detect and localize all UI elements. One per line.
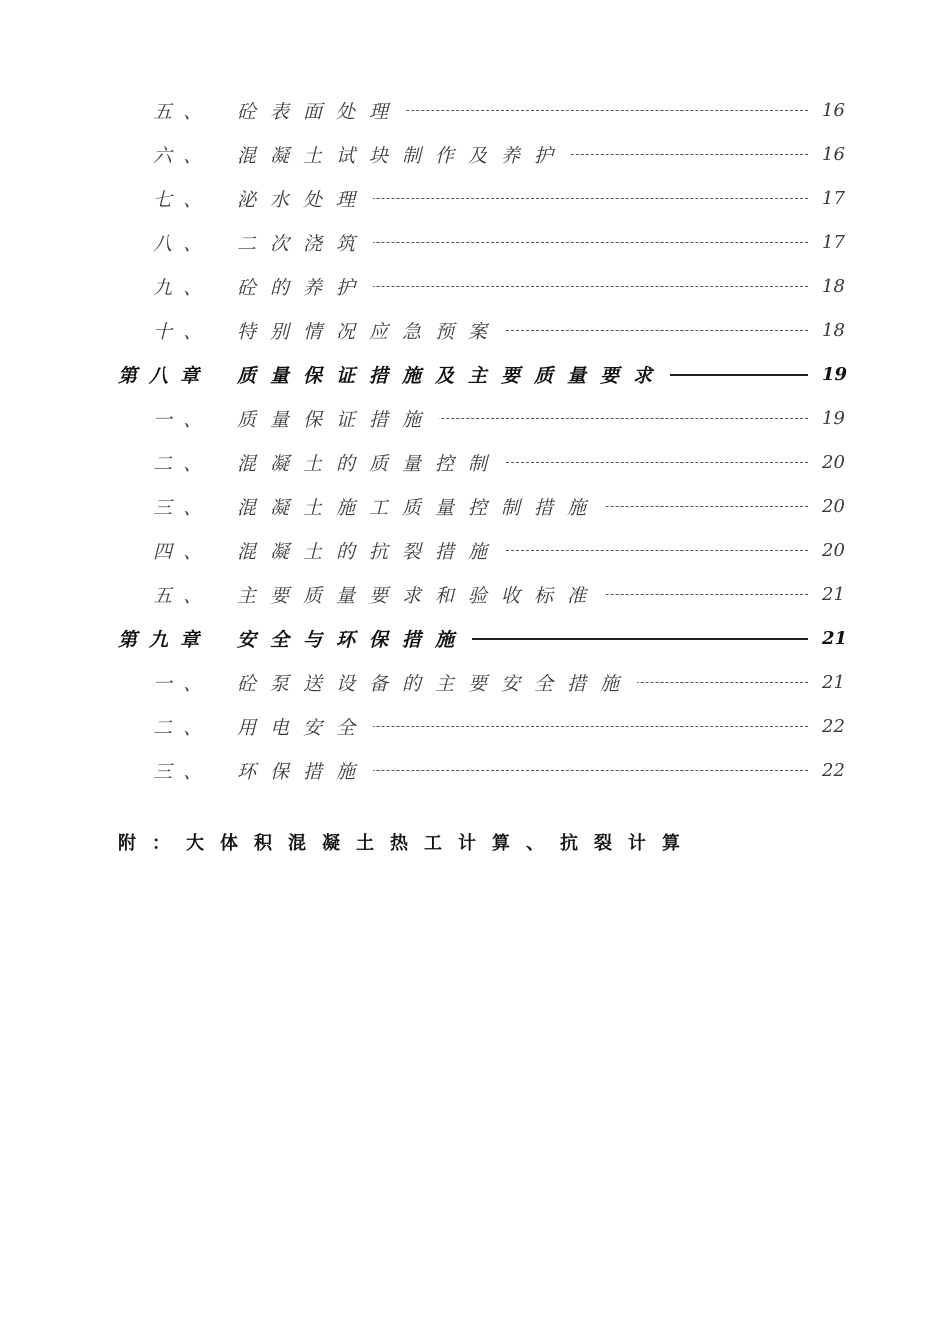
toc-entry-page: 18: [822, 319, 845, 341]
toc-entry-number: 九、: [153, 276, 214, 299]
toc-entry-number: 四、: [153, 540, 214, 563]
toc-entry[interactable]: [0, 396, 950, 440]
toc-entry-page: 17: [822, 231, 845, 253]
toc-entry[interactable]: [0, 132, 950, 176]
toc-chapter-number: 第九章: [118, 628, 212, 651]
toc-entry[interactable]: [0, 748, 950, 792]
toc-entry[interactable]: [0, 572, 950, 616]
toc-entry[interactable]: [0, 484, 950, 528]
toc-entry-page: 20: [822, 539, 845, 561]
table-of-contents: [0, 88, 950, 792]
toc-chapter-title: 质量保证措施及主要质量要求: [237, 361, 670, 388]
toc-entry[interactable]: [0, 440, 950, 484]
toc-chapter-number: 第八章: [118, 364, 212, 387]
toc-entry-page: 22: [822, 759, 845, 781]
appendix-note: 附：大体积混凝土热工计算、抗裂计算: [118, 833, 696, 854]
toc-entry[interactable]: [0, 264, 950, 308]
toc-entry-title: 环保措施: [237, 757, 373, 784]
toc-entry-title: 混凝土的抗裂措施: [237, 537, 505, 564]
toc-entry-number: 二、: [153, 716, 214, 739]
toc-entry-number: 一、: [153, 408, 214, 431]
toc-entry[interactable]: [0, 704, 950, 748]
toc-entry-page: 22: [822, 715, 845, 737]
toc-entry-page: 21: [822, 583, 845, 605]
toc-entry-title: 砼表面处理: [237, 97, 406, 124]
toc-entry-title: 特别情况应急预案: [237, 317, 505, 344]
toc-entry-number: 六、: [153, 144, 214, 167]
toc-entry-title: 二次浇筑: [237, 229, 373, 256]
toc-chapter-entry[interactable]: [0, 616, 950, 660]
toc-entry-title: 砼的养护: [237, 273, 373, 300]
toc-chapter-entry[interactable]: [0, 352, 950, 396]
toc-entry[interactable]: [0, 528, 950, 572]
toc-entry-number: 十、: [153, 320, 214, 343]
toc-entry-page: 19: [822, 407, 845, 429]
toc-entry[interactable]: [0, 220, 950, 264]
toc-chapter-page: 21: [822, 627, 848, 649]
toc-entry-title: 混凝土试块制作及养护: [237, 141, 571, 168]
toc-entry-number: 五、: [153, 100, 214, 123]
toc-entry-page: 16: [822, 99, 845, 121]
toc-entry-page: 18: [822, 275, 845, 297]
toc-entry-number: 二、: [153, 452, 214, 475]
toc-entry-title: 混凝土的质量控制: [237, 449, 505, 476]
toc-entry[interactable]: [0, 88, 950, 132]
toc-entry-page: 17: [822, 187, 845, 209]
toc-entry[interactable]: [0, 176, 950, 220]
toc-entry-page: 21: [822, 671, 845, 693]
toc-entry-title: 用电安全: [237, 713, 373, 740]
toc-entry-number: 八、: [153, 232, 214, 255]
toc-chapter-page: 19: [822, 363, 848, 385]
toc-entry-page: 20: [822, 495, 845, 517]
toc-entry[interactable]: [0, 308, 950, 352]
toc-entry-number: 五、: [153, 584, 214, 607]
toc-entry-number: 一、: [153, 672, 214, 695]
toc-entry[interactable]: [0, 660, 950, 704]
toc-entry-title: 砼泵送设备的主要安全措施: [237, 669, 637, 696]
toc-entry-page: 20: [822, 451, 845, 473]
toc-entry-number: 三、: [153, 496, 214, 519]
toc-entry-page: 16: [822, 143, 845, 165]
toc-entry-title: 泌水处理: [237, 185, 373, 212]
toc-entry-number: 七、: [153, 188, 214, 211]
toc-entry-title: 质量保证措施: [237, 405, 439, 432]
toc-entry-title: 混凝土施工质量控制措施: [237, 493, 604, 520]
toc-chapter-title: 安全与环保措施: [237, 625, 472, 652]
toc-entry-title: 主要质量要求和验收标准: [237, 581, 604, 608]
toc-entry-number: 三、: [153, 760, 214, 783]
